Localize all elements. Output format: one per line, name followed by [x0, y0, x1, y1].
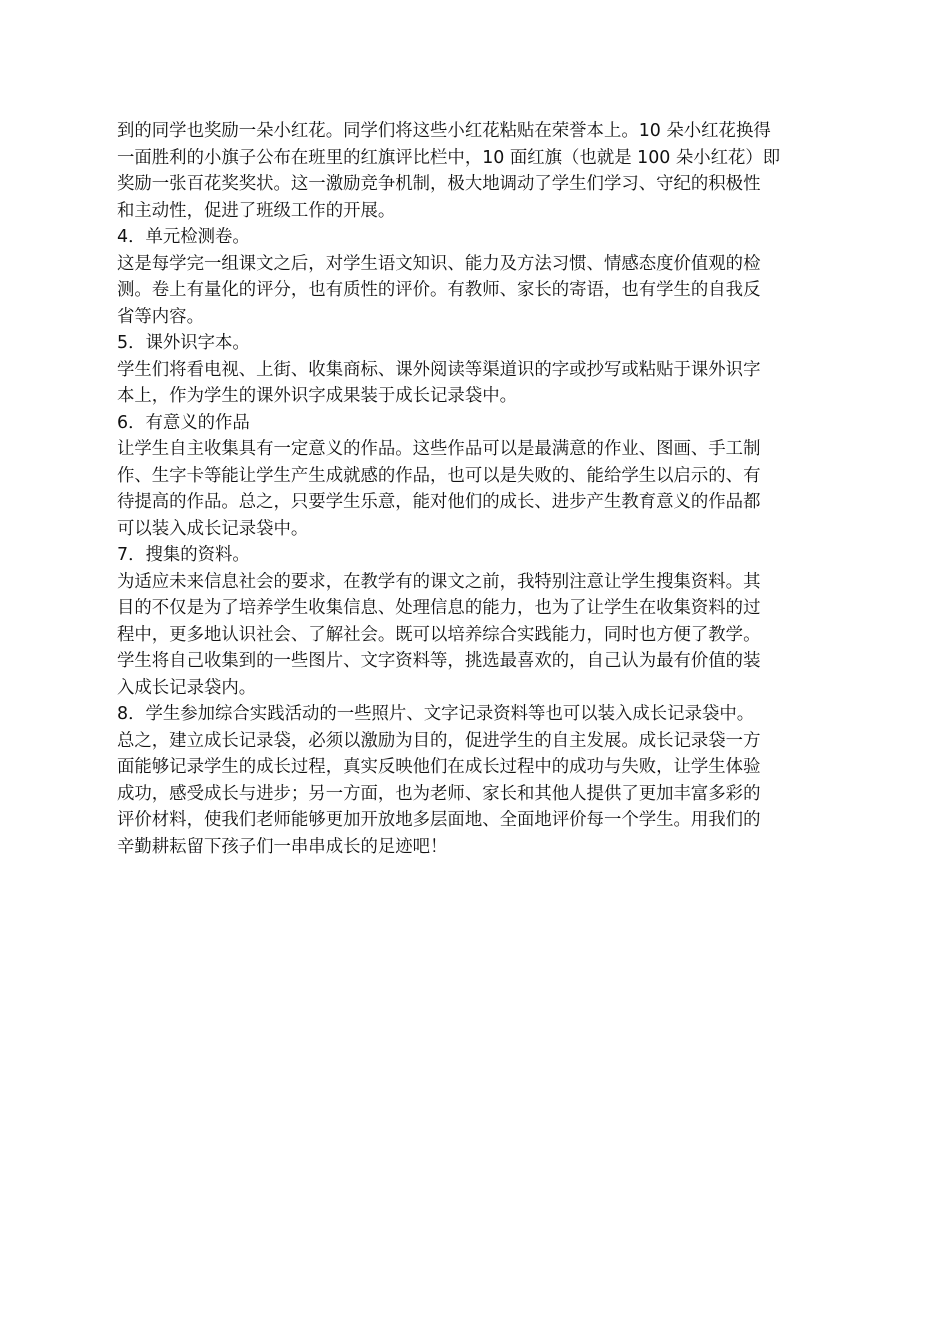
section-heading: 5．课外识字本。	[117, 333, 250, 353]
text-line: 为适应未来信息社会的要求，在教学有的课文之前，我特别注意让学生搜集资料。其	[117, 571, 761, 592]
text-line: 目的不仅是为了培养学生收集信息、处理信息的能力，也为了让学生在收集资料的过	[117, 598, 761, 618]
section-heading: 7．搜集的资料。	[117, 545, 250, 565]
text-line: 可以装入成长记录袋中。	[117, 518, 309, 539]
text-line: 奖励一张百花奖奖状。这一激励竞争机制，极大地调动了学生们学习、守纪的积极性	[117, 174, 761, 194]
text-line: 让学生自主收集具有一定意义的作品。这些作品可以是最满意的作业、图画、手工制	[117, 439, 761, 459]
section-heading: 4．单元检测卷。	[117, 227, 250, 247]
text-line: 测。卷上有量化的评分，也有质性的评价。有教师、家长的寄语，也有学生的自我反	[117, 280, 761, 300]
text-line: 面能够记录学生的成长过程，真实反映他们在成长过程中的成功与失败，让学生体验	[117, 757, 761, 777]
section-heading: 8．学生参加综合实践活动的一些照片、文字记录资料等也可以装入成长记录袋中。	[117, 704, 755, 724]
text-line: 省等内容。	[117, 306, 204, 327]
text-line: 程中，更多地认识社会、了解社会。既可以培养综合实践能力，同时也方便了教学。	[117, 624, 761, 645]
text-line: 入成长记录袋内。	[117, 677, 257, 698]
text-line: 学生将自己收集到的一些图片、文字资料等，挑选最喜欢的，自己认为最有价值的装	[117, 651, 761, 671]
text-line: 一面胜利的小旗子公布在班里的红旗评比栏中，10 面红旗（也就是 100 朵小红花）即	[117, 147, 781, 168]
document-body	[117, 118, 833, 860]
text-line: 学生们将看电视、上街、收集商标、课外阅读等渠道识的字或抄写或粘贴于课外识字	[117, 359, 761, 380]
text-line: 总之，建立成长记录袋，必须以激励为目的，促进学生的自主发展。成长记录袋一方	[117, 730, 761, 751]
text-line: 成功，感受成长与进步；另一方面，也为老师、家长和其他人提供了更加丰富多彩的	[117, 783, 761, 804]
text-line: 待提高的作品。总之，只要学生乐意，能对他们的成长、进步产生教育意义的作品都	[117, 492, 761, 512]
text-line: 这是每学完一组课文之后，对学生语文知识、能力及方法习惯、情感态度价值观的检	[117, 253, 761, 274]
text-line: 到的同学也奖励一朵小红花。同学们将这些小红花粘贴在荣誉本上。10 朵小红花换得	[117, 121, 771, 141]
text-line: 作、生字卡等能让学生产生成就感的作品，也可以是失败的、能给学生以启示的、有	[117, 465, 761, 486]
text-line: 和主动性，促进了班级工作的开展。	[117, 200, 396, 221]
text-line: 辛勤耕耘留下孩子们一串串成长的足迹吧！	[117, 836, 448, 857]
section-heading: 6．有意义的作品	[117, 412, 250, 433]
text-line: 评价材料，使我们老师能够更加开放地多层面地、全面地评价每一个学生。用我们的	[117, 810, 761, 830]
text-line: 本上，作为学生的课外识字成果装于成长记录袋中。	[117, 386, 517, 406]
